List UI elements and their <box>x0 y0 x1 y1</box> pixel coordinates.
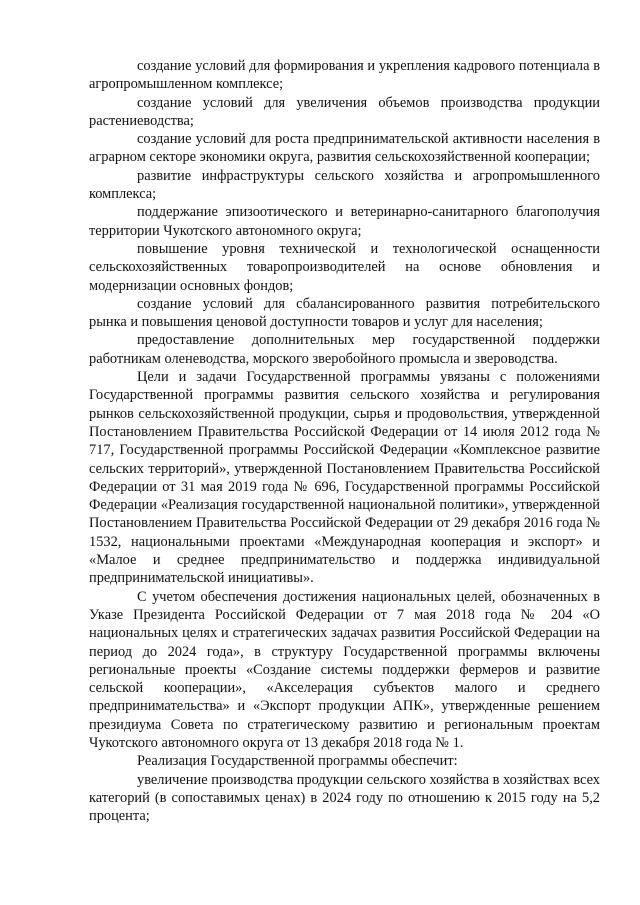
list-item: поддержание эпизоотического и ветеринарно-санитарного благополучия территории Чукотского автономного округа; <box>89 204 600 239</box>
list-item: создание условий для формирования и укрепления кадрового потенциала в агропромышленном комплексе; <box>89 58 600 93</box>
list-item: увеличение производства продукции сельского хозяйства в хозяйствах всех категорий (в сопоставимых ценах) в 2024 году по отношению к 2015 году на 5,2 процента; <box>89 771 600 825</box>
list-item: создание условий для сбалансированного развития потребительского рынка и повышения ценовой доступности товаров и услуг для населения; <box>89 295 600 331</box>
body-paragraph: Цели и задачи Государственной программы увязаны с положениями Государственной программы развития сельского хозяйства и регулирования рынков сельскохозяйственной продукции, сырья и продовольствия, утвержденной Постановлением Правительства Российской Федерации от 14 июля 2012 года № 717, Государственной программы Российской Федерации «Комплексное развитие сельских территорий», утвержденной Постановлением Правительства Российской Федерации от 31 мая 2019 года № 696, Государственной программы Российской Федерации «Реализация государственной национальной политики», утвержденной Постановлением Правительства Российской Федерации от 29 декабря 2016 года № 1532, национальными проектами «Международная кооперация и экспорт» и «Малое и среднее предпринимательство и поддержка индивидуальной предпринимательской инициативы». <box>89 369 600 587</box>
list-item: предоставление дополнительных мер государственной поддержки работникам оленеводства, морского зверобойного промысла и звероводства. <box>89 332 600 367</box>
body-paragraph: С учетом обеспечения достижения национальных целей, обозначенных в Указе Президента Российской Федерации от 7 мая 2018 года № 204 «О национальных целях и стратегических задачах развития Российской Федерации на период до 2024 года», в структуру Государственной программы включены региональные проекты «Создание системы поддержки фермеров и развитие сельской кооперации», «Акселерация субъектов малого и среднего предпринимательства» и «Экспорт продукции АПК», утвержденные решением президиума Совета по стратегическому развитию и региональным проектам Чукотского автономного округа от 13 декабря 2018 года № 1. <box>89 588 600 751</box>
list-item: развитие инфраструктуры сельского хозяйства и агропромышленного комплекса; <box>89 167 600 203</box>
list-item: создание условий для роста предпринимательской активности населения в аграрном секторе экономики округа, развития сельскохозяйственной кооперации; <box>89 131 600 166</box>
list-item: создание условий для увеличения объемов производства продукции растениеводства; <box>89 94 600 129</box>
body-paragraph: Реализация Государственной программы обеспечит: <box>137 753 458 770</box>
list-item: повышение уровня технической и технологической оснащенности сельскохозяйственных товаропроизводителей на основе обновления и модернизации основных фондов; <box>89 240 600 294</box>
document-page <box>89 57 600 825</box>
